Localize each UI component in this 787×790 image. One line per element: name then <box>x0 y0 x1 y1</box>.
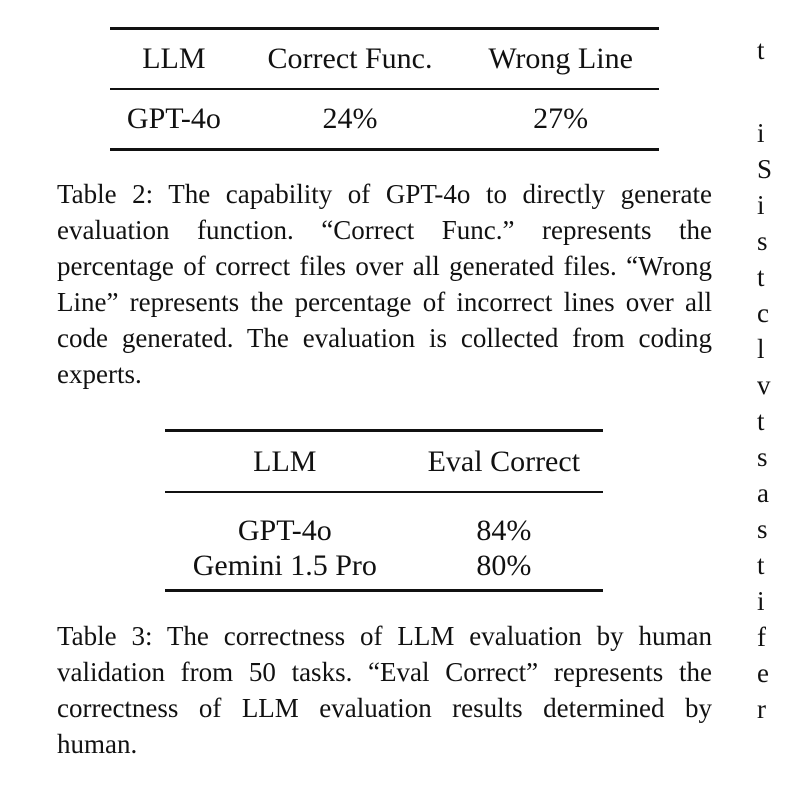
table-3-cell-eval-correct: 84% <box>476 514 532 547</box>
table-3 <box>165 429 603 592</box>
right-column-letter: t <box>757 262 765 292</box>
table-2-cell-correct-func: 24% <box>322 102 378 135</box>
right-column-letter: r <box>757 694 766 724</box>
table-row <box>165 492 603 549</box>
right-column-letter: f <box>757 622 766 652</box>
table-row <box>110 89 659 150</box>
right-column-letter: s <box>757 442 768 472</box>
right-column-letter: t <box>757 406 765 436</box>
right-column-letter: e <box>757 658 769 688</box>
right-column-letter: i <box>757 190 765 220</box>
table-3-caption: Table 3: The correctness of LLM evaluation by human validation from 50 tasks. “Eval Correct” represents the correctness of LLM evaluation results determined by human. <box>57 621 712 759</box>
right-column-letter: v <box>757 370 771 400</box>
right-column-letter: c <box>757 298 769 328</box>
table-2-header-llm: LLM <box>110 29 238 90</box>
table-2-header-row <box>110 29 659 90</box>
right-column-letter: a <box>757 478 769 508</box>
table-2 <box>110 27 659 151</box>
table-3-header-eval-correct: Eval Correct <box>405 431 603 493</box>
table-3-header-llm: LLM <box>165 431 405 493</box>
right-column-letter: t <box>757 550 765 580</box>
right-column-letter: t <box>757 35 765 65</box>
table-3-cell-llm: GPT-4o <box>237 514 332 547</box>
table-3-cell-llm: Gemini 1.5 Pro <box>192 549 377 582</box>
right-column-letter: l <box>757 334 765 364</box>
table-2-cell-wrong-line: 27% <box>533 102 589 135</box>
table-3-cell-eval-correct: 80% <box>476 549 532 582</box>
table-3-header-row <box>165 431 603 493</box>
table-2-cell-llm: GPT-4o <box>126 102 221 135</box>
right-column-letter: S <box>757 154 773 184</box>
right-column-letter: i <box>757 586 765 616</box>
right-column-letter: s <box>757 226 768 256</box>
table-2-header-wrong-line: Wrong Line <box>462 29 659 90</box>
table-2-caption: Table 2: The capability of GPT-4o to directly generate evaluation function. “Correct Func.” represents the percentage of correct files over all generated files. “Wrong Line” represents the percentage of incorrect lines over all code generated. The evaluation is collected from coding experts. <box>57 179 712 389</box>
right-column-letter: s <box>757 514 768 544</box>
table-row <box>165 549 603 591</box>
table-2-header-correct-func: Correct Func. <box>238 29 462 90</box>
right-column-letter: i <box>757 118 765 148</box>
